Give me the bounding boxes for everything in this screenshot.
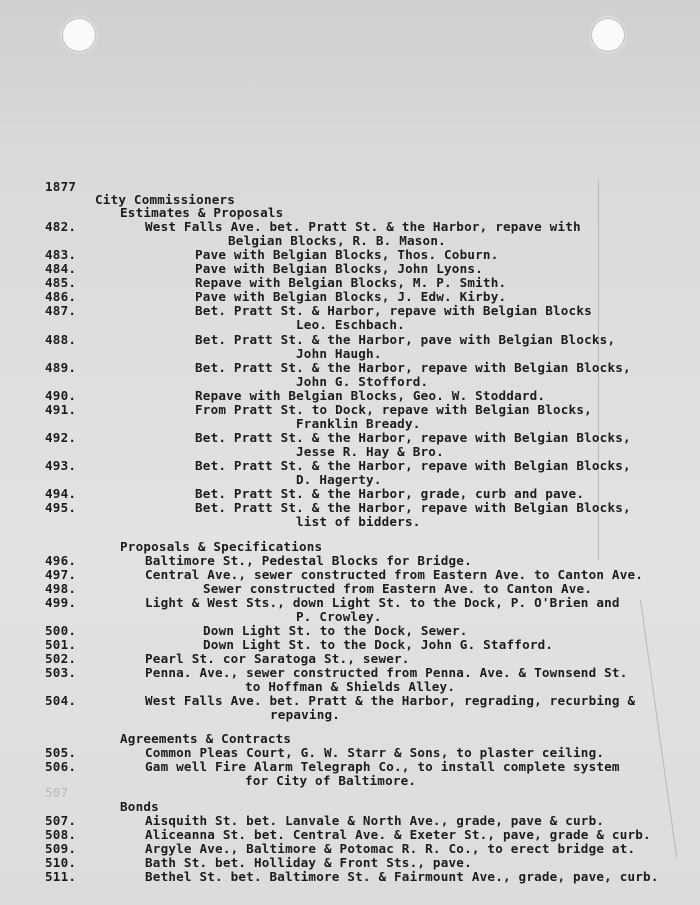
heading: City Commissioners bbox=[95, 192, 236, 207]
section-title: Proposals & Specifications bbox=[120, 539, 323, 554]
entry-number: 510. bbox=[45, 855, 77, 870]
entry-text: Baltimore St., Pedestal Blocks for Bridge. bbox=[145, 553, 472, 568]
entry-text: Pave with Belgian Blocks, Thos. Coburn. bbox=[195, 247, 499, 262]
entry-number: 506. bbox=[45, 759, 77, 774]
entry-number: 496. bbox=[45, 553, 77, 568]
entry-text-cont: Jesse R. Hay & Bro. bbox=[296, 444, 444, 459]
entry-text: Repave with Belgian Blocks, Geo. W. Stoddard. bbox=[195, 388, 546, 403]
entry-text: Down Light St. to the Dock, Sewer. bbox=[203, 623, 468, 638]
entry-text: Bet. Pratt St. & the Harbor, repave with Belgian Blocks, bbox=[195, 360, 631, 375]
section-title: Agreements & Contracts bbox=[120, 731, 292, 746]
entry-text: Common Pleas Court, G. W. Starr & Sons, to plaster ceiling. bbox=[145, 745, 605, 760]
entry-number: 501. bbox=[45, 637, 77, 652]
entry-text: Aliceanna St. bet. Central Ave. & Exeter St., pave, grade & curb. bbox=[145, 827, 651, 842]
entry-text-cont: list of bidders. bbox=[296, 514, 421, 529]
entry-text: Sewer constructed from Eastern Ave. to Canton Ave. bbox=[203, 581, 593, 596]
entry-text: Bet. Pratt St. & the Harbor, repave with Belgian Blocks, bbox=[195, 500, 631, 515]
entry-text: Bet. Pratt St. & the Harbor, repave with Belgian Blocks, bbox=[195, 430, 631, 445]
entry-text-cont: John Haugh. bbox=[296, 346, 382, 361]
entry-number: 500. bbox=[45, 623, 77, 638]
entry-text: Light & West Sts., down Light St. to the Dock, P. O'Brien and bbox=[145, 595, 620, 610]
entry-text: Aisquith St. bet. Lanvale & North Ave., grade, pave & curb. bbox=[145, 813, 605, 828]
entry-text: Bet. Pratt St. & the Harbor, repave with Belgian Blocks, bbox=[195, 458, 631, 473]
entry-text-cont: for City of Baltimore. bbox=[245, 773, 417, 788]
entry-text: Penna. Ave., sewer constructed from Penna. Ave. & Townsend St. bbox=[145, 665, 628, 680]
entry-number: 489. bbox=[45, 360, 77, 375]
entry-number: 505. bbox=[45, 745, 77, 760]
entry-number: 483. bbox=[45, 247, 77, 262]
entry-text: Down Light St. to the Dock, John G. Stafford. bbox=[203, 637, 554, 652]
entry-text: Bath St. bet. Holliday & Front Sts., pave. bbox=[145, 855, 472, 870]
entry-number: 494. bbox=[45, 486, 77, 501]
entry-number: 503. bbox=[45, 665, 77, 680]
entry-text-cont: to Hoffman & Shields Alley. bbox=[245, 679, 456, 694]
entry-text-cont: repaving. bbox=[270, 707, 341, 722]
entry-number: 499. bbox=[45, 595, 77, 610]
entry-text-cont: Leo. Eschbach. bbox=[296, 317, 405, 332]
entry-number-faint: 507 bbox=[45, 785, 69, 800]
entry-number: 493. bbox=[45, 458, 77, 473]
entry-number: 485. bbox=[45, 275, 77, 290]
entry-number: 487. bbox=[45, 303, 77, 318]
entry-text: Central Ave., sewer constructed from Eastern Ave. to Canton Ave. bbox=[145, 567, 644, 582]
entry-text: Bethel St. bet. Baltimore St. & Fairmount Ave., grade, pave, curb. bbox=[145, 869, 659, 884]
entry-number: 495. bbox=[45, 500, 77, 515]
entry-number: 484. bbox=[45, 261, 77, 276]
entry-text: Gam well Fire Alarm Telegraph Co., to install complete system bbox=[145, 759, 620, 774]
entry-number: 504. bbox=[45, 693, 77, 708]
entry-number: 497. bbox=[45, 567, 77, 582]
entry-number: 482. bbox=[45, 219, 77, 234]
entry-text: Bet. Pratt St. & the Harbor, pave with Belgian Blocks, bbox=[195, 332, 616, 347]
entry-text: West Falls Ave. bet. Pratt & the Harbor, regrading, recurbing & bbox=[145, 693, 636, 708]
year: 1877 bbox=[45, 179, 77, 194]
entry-number: 507. bbox=[45, 813, 77, 828]
entry-text-cont: John G. Stofford. bbox=[296, 374, 429, 389]
entry-text: Pave with Belgian Blocks, John Lyons. bbox=[195, 261, 483, 276]
entry-number: 509. bbox=[45, 841, 77, 856]
entry-number: 486. bbox=[45, 289, 77, 304]
entry-number: 508. bbox=[45, 827, 77, 842]
entry-number: 498. bbox=[45, 581, 77, 596]
entry-text-cont: P. Crowley. bbox=[296, 609, 382, 624]
entry-text: Argyle Ave., Baltimore & Potomac R. R. Co., to erect bridge at. bbox=[145, 841, 636, 856]
entry-number: 502. bbox=[45, 651, 77, 666]
entry-text: Repave with Belgian Blocks, M. P. Smith. bbox=[195, 275, 507, 290]
entry-text: Pave with Belgian Blocks, J. Edw. Kirby. bbox=[195, 289, 507, 304]
entry-text-cont: Franklin Bready. bbox=[296, 416, 421, 431]
entry-text: From Pratt St. to Dock, repave with Belgian Blocks, bbox=[195, 402, 592, 417]
entry-text: Pearl St. cor Saratoga St., sewer. bbox=[145, 651, 410, 666]
section-title: Bonds bbox=[120, 799, 159, 814]
entry-number: 492. bbox=[45, 430, 77, 445]
section-title: Estimates & Proposals bbox=[120, 205, 284, 220]
entry-number: 488. bbox=[45, 332, 77, 347]
entry-text: West Falls Ave. bet. Pratt St. & the Harbor, repave with bbox=[145, 219, 581, 234]
entry-text-cont: Belgian Blocks, R. B. Mason. bbox=[228, 233, 446, 248]
entry-number: 491. bbox=[45, 402, 77, 417]
entry-number: 490. bbox=[45, 388, 77, 403]
entry-number: 511. bbox=[45, 869, 77, 884]
entry-text-cont: D. Hagerty. bbox=[296, 472, 382, 487]
entry-text: Bet. Pratt St. & the Harbor, grade, curb and pave. bbox=[195, 486, 585, 501]
entry-text: Bet. Pratt St. & Harbor, repave with Belgian Blocks bbox=[195, 303, 592, 318]
